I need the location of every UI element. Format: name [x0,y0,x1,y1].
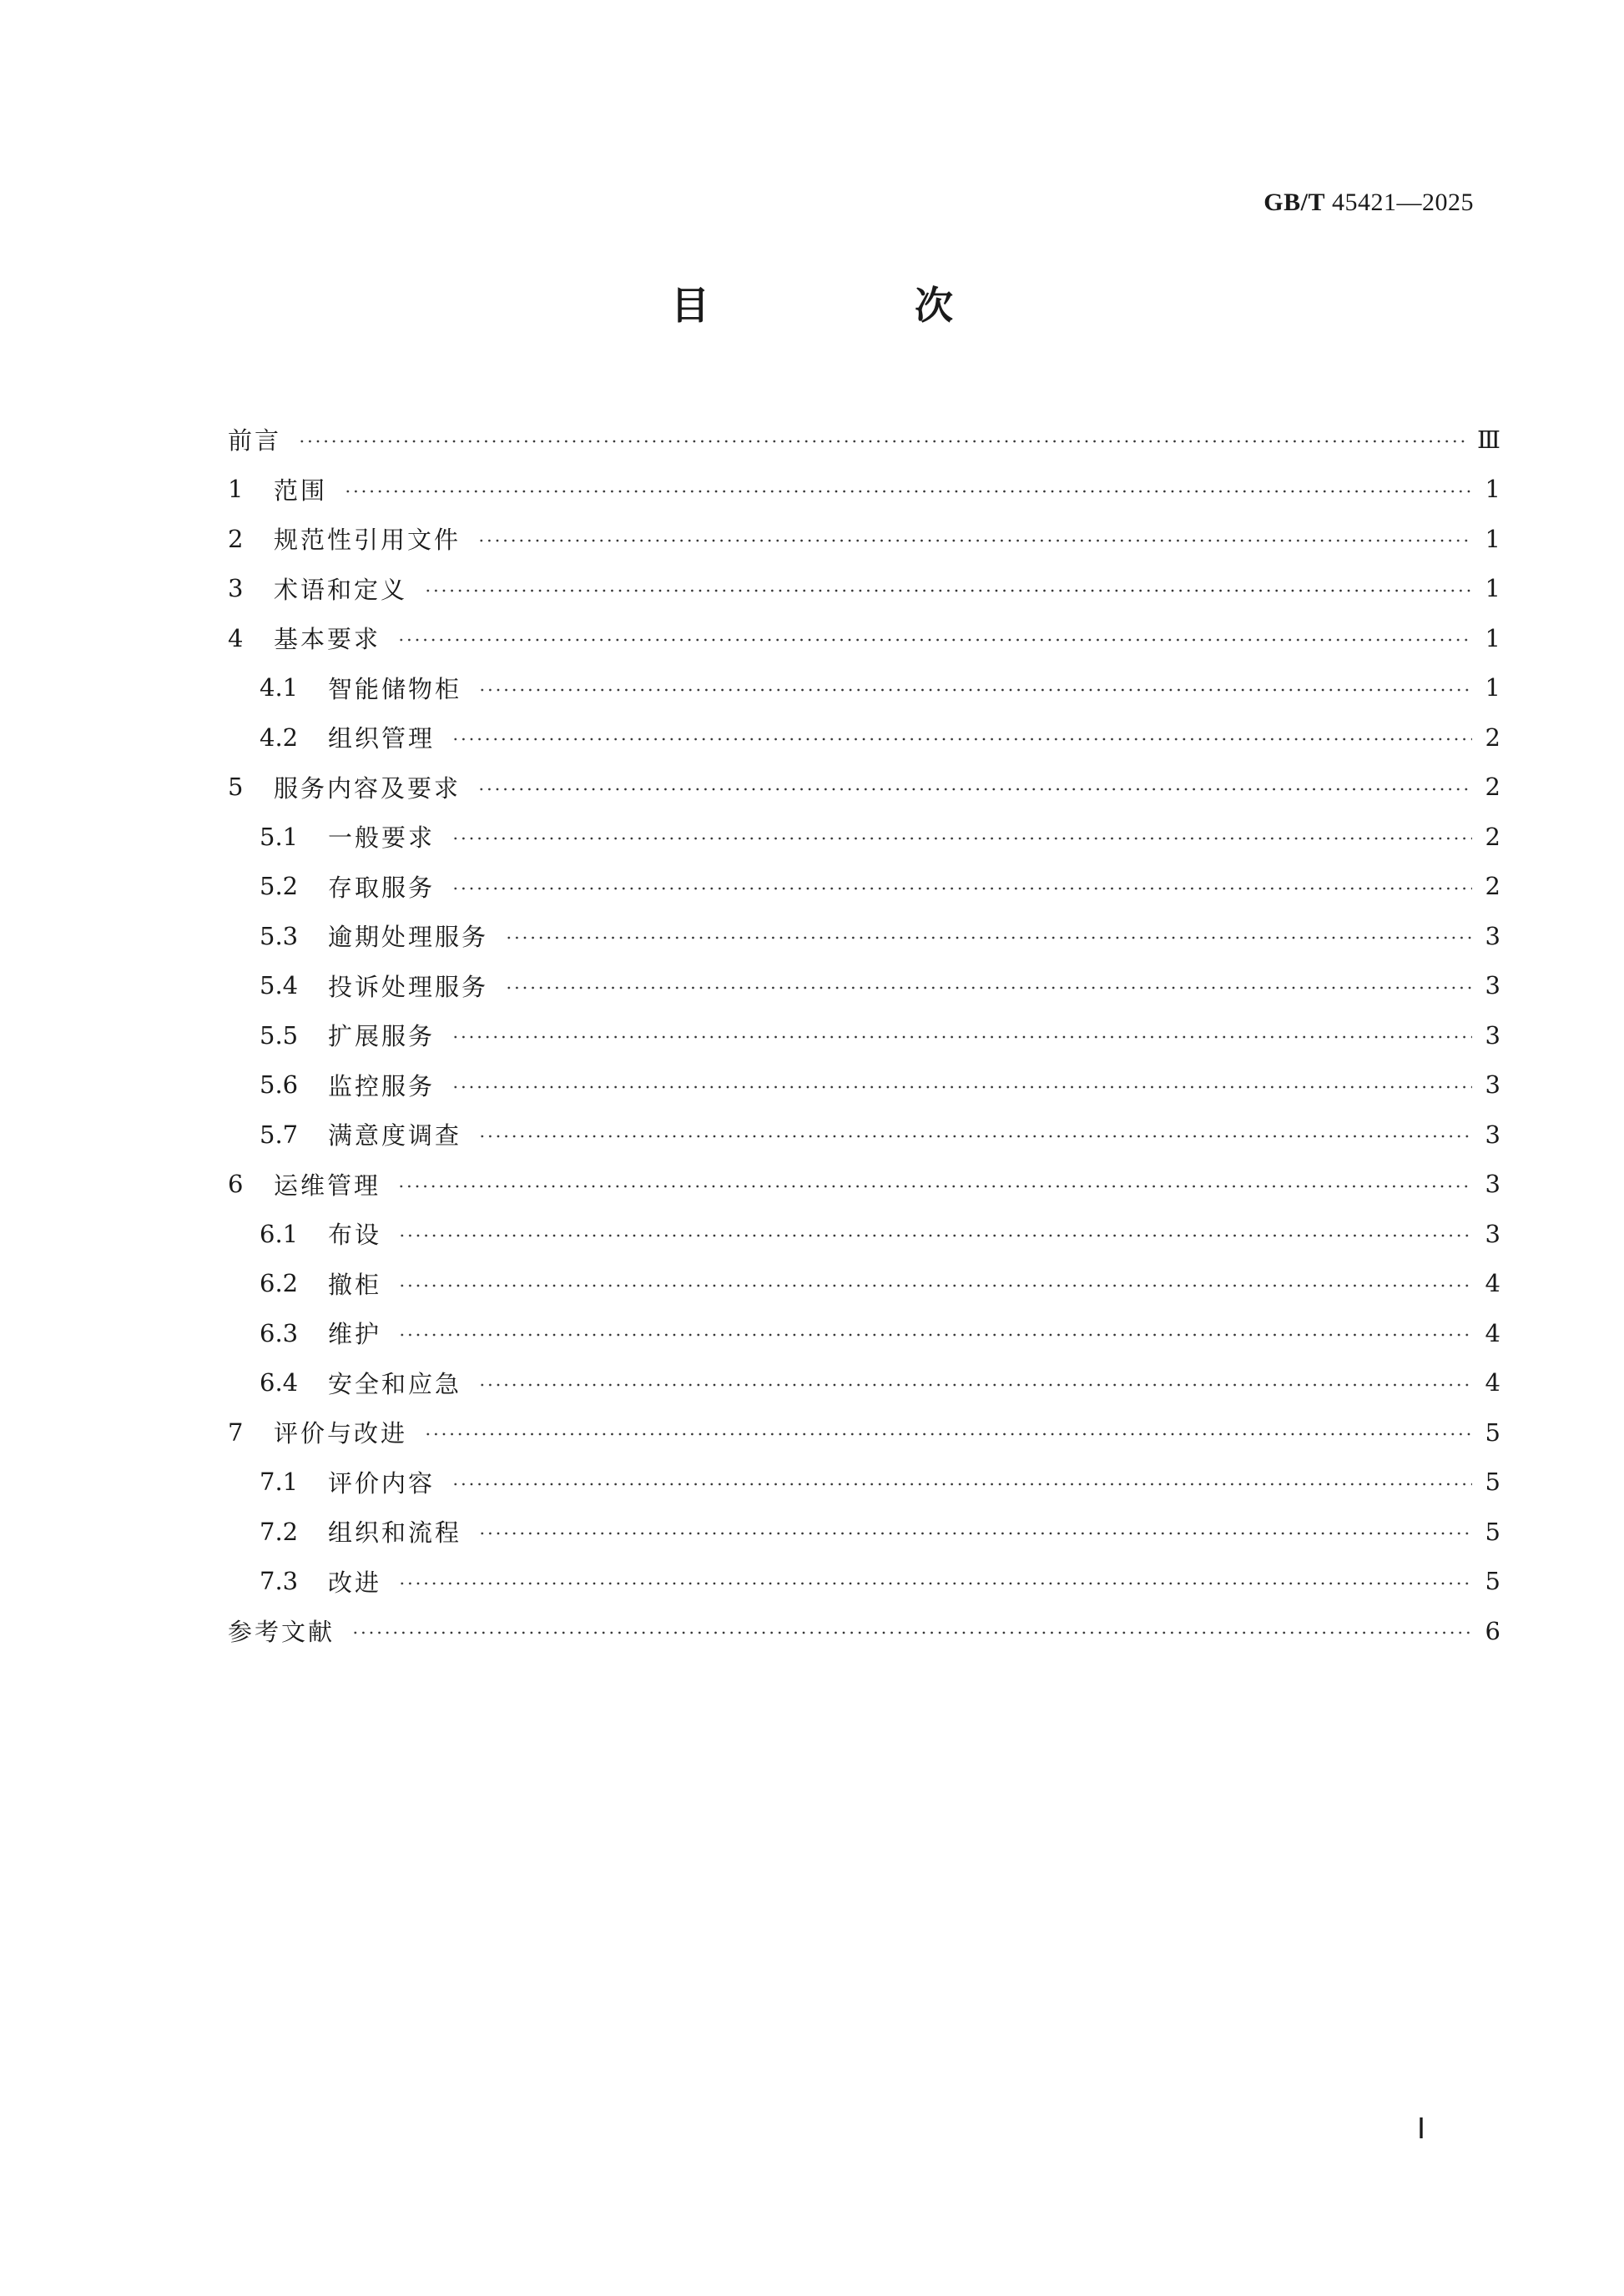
toc-entry-label: 维护 [328,1320,382,1349]
toc-entry-label: 服务内容及要求 [274,773,461,803]
toc-entry-page: 2 [1485,822,1500,851]
toc-entry-label: 规范性引用文件 [274,526,461,555]
toc-entry-number: 7.2 [260,1517,299,1546]
toc-entry[interactable] [228,1358,1500,1408]
toc-dot-leader [298,427,1465,451]
toc-entry-number: 2 [228,524,244,553]
toc-entry-label: 基本要求 [274,625,381,654]
toc-entry[interactable] [228,613,1500,663]
toc-entry-number: 5.7 [260,1120,299,1149]
toc-entry-page: 4 [1485,1269,1500,1298]
toc-entry[interactable] [228,1060,1500,1110]
toc-entry[interactable] [228,564,1500,614]
toc-entry-label: 评价内容 [328,1468,436,1498]
toc-entry-page: 3 [1485,1020,1500,1050]
toc-dot-leader [505,924,1472,948]
toc-entry[interactable] [228,1458,1500,1508]
toc-dot-leader [398,1271,1472,1296]
toc-entry-number: 6.2 [260,1269,299,1298]
toc-entry-number: 6.3 [260,1318,299,1347]
toc-entry-page: 2 [1485,773,1500,802]
toc-dot-leader [478,1122,1472,1146]
toc-entry-number: 5 [228,773,244,802]
page-number: Ⅰ [1417,2114,1426,2145]
toc-entry-label: 范围 [274,476,328,505]
toc-entry-number: 6.4 [260,1368,299,1397]
page-title: 目 次 [671,283,1036,328]
toc-entry-label: 撤柜 [328,1270,382,1299]
toc-entry[interactable] [228,465,1500,515]
toc-entry-number: 5.4 [260,971,299,1000]
toc-entry-page: 6 [1485,1616,1500,1645]
toc-entry-page: 3 [1485,1070,1500,1100]
table-of-contents [228,415,1500,1656]
toc-dot-leader [397,626,1472,650]
toc-entry[interactable] [228,1110,1500,1160]
toc-entry[interactable] [228,1010,1500,1060]
toc-entry[interactable] [228,1557,1500,1607]
toc-entry-page: 4 [1485,1318,1500,1347]
toc-entry-page: 5 [1485,1468,1500,1497]
toc-dot-leader [505,974,1472,998]
toc-entry[interactable] [228,812,1500,862]
toc-entry-page: 4 [1485,1368,1500,1397]
toc-dot-leader [477,775,1472,799]
toc-entry-number: 5.2 [260,872,299,901]
toc-entry-number: 1 [228,475,244,504]
toc-dot-leader [478,676,1472,700]
toc-dot-leader [477,526,1472,551]
toc-dot-leader [398,1221,1472,1246]
toc-entry[interactable] [228,1407,1500,1458]
toc-entry-number: 4 [228,623,244,652]
toc-entry-number: 7.1 [260,1468,299,1497]
toc-entry[interactable] [228,763,1500,813]
toc-entry-label: 投诉处理服务 [328,972,489,1001]
toc-entry[interactable] [228,1507,1500,1557]
toc-entry-label: 存取服务 [328,873,436,902]
toc-entry[interactable] [228,712,1500,763]
toc-entry-number: 6 [228,1170,244,1199]
toc-entry-page: 5 [1485,1567,1500,1596]
toc-dot-leader [424,577,1472,601]
standard-prefix: GB/T [1263,189,1325,216]
toc-entry[interactable] [228,911,1500,961]
toc-dot-leader [478,1519,1472,1543]
toc-entry[interactable] [228,663,1500,713]
toc-entry[interactable] [228,1606,1500,1656]
toc-dot-leader [478,1371,1472,1395]
toc-entry-number: 5.1 [260,822,299,851]
toc-entry-label: 组织和流程 [328,1518,462,1548]
toc-dot-leader [397,1172,1472,1196]
toc-dot-leader [451,1073,1472,1097]
toc-entry[interactable] [228,1259,1500,1309]
toc-entry-label: 改进 [328,1568,382,1597]
toc-dot-leader [451,1023,1472,1047]
toc-entry-label: 参考文献 [228,1618,335,1647]
toc-entry[interactable] [228,415,1500,465]
toc-entry-label: 组织管理 [328,724,436,753]
toc-entry-label: 智能储物柜 [328,674,462,703]
toc-entry-label: 布设 [328,1221,382,1250]
toc-entry-page: 3 [1485,1120,1500,1149]
toc-entry-number: 5.3 [260,921,299,950]
toc-entry-page: 1 [1485,524,1500,553]
toc-entry-label: 安全和应急 [328,1369,462,1398]
toc-entry-number: 6.1 [260,1219,299,1248]
toc-dot-leader [424,1420,1472,1444]
toc-entry-page: 5 [1485,1517,1500,1546]
toc-entry-page: 3 [1485,921,1500,950]
toc-entry-page: 3 [1485,971,1500,1000]
toc-entry-page: 3 [1485,1219,1500,1248]
toc-entry-label: 监控服务 [328,1071,436,1100]
toc-entry-label: 术语和定义 [274,575,408,604]
toc-entry-label: 评价与改进 [274,1419,408,1448]
toc-entry[interactable] [228,1209,1500,1259]
toc-entry-page: 1 [1485,475,1500,504]
toc-entry-number: 4.2 [260,723,299,752]
toc-dot-leader [451,1470,1472,1494]
toc-entry[interactable] [228,1308,1500,1358]
toc-entry-number: 7.3 [260,1567,299,1596]
toc-entry-page: 1 [1485,673,1500,702]
toc-entry[interactable] [228,1160,1500,1210]
toc-entry-number: 7 [228,1417,244,1447]
toc-entry-page: 1 [1485,623,1500,652]
toc-entry[interactable] [228,961,1500,1011]
toc-entry-number: 3 [228,574,244,603]
toc-dot-leader [451,874,1472,899]
toc-entry-page: Ⅲ [1477,425,1500,454]
toc-entry-page: 3 [1485,1170,1500,1199]
toc-entry-number: 4.1 [260,673,299,702]
toc-entry-label: 逾期处理服务 [328,923,489,952]
toc-entry-page: 2 [1485,723,1500,752]
toc-entry-label: 运维管理 [274,1171,381,1200]
toc-dot-leader [344,477,1472,501]
toc-dot-leader [451,824,1472,848]
standard-code [1263,189,1474,217]
toc-entry-page: 5 [1485,1417,1500,1447]
toc-entry-label: 满意度调查 [328,1121,462,1151]
toc-entry-label: 一般要求 [328,823,436,853]
standard-number: 45421—2025 [1332,189,1474,216]
toc-entry-page: 2 [1485,872,1500,901]
toc-dot-leader [398,1321,1472,1345]
toc-entry-page: 1 [1485,574,1500,603]
toc-entry-number: 5.6 [260,1070,299,1100]
toc-entry[interactable] [228,514,1500,564]
toc-entry[interactable] [228,862,1500,912]
toc-dot-leader [398,1569,1472,1594]
toc-entry-number: 5.5 [260,1020,299,1050]
toc-entry-label: 扩展服务 [328,1022,436,1051]
toc-dot-leader [351,1619,1472,1643]
toc-dot-leader [451,725,1472,749]
toc-entry-label: 前言 [228,426,282,456]
